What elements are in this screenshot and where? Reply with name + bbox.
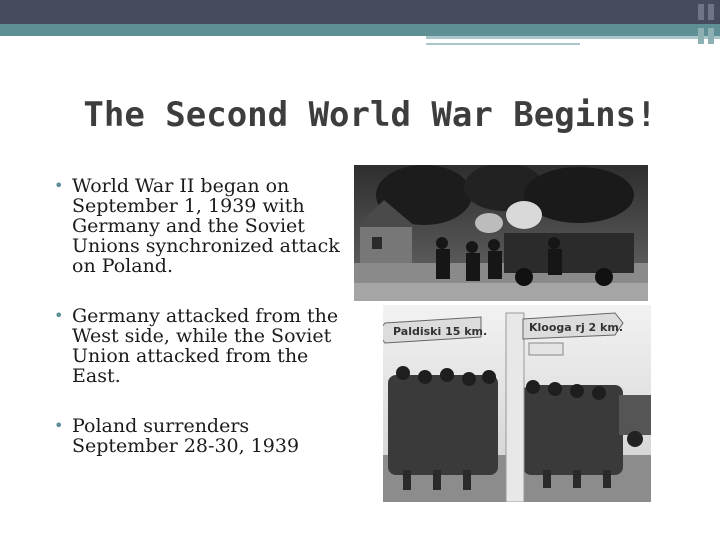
- bullet-item: [50, 176, 340, 276]
- sign-right-text: Klooga rj 2 km.: [529, 321, 623, 334]
- header-accent-line-short: [426, 43, 580, 45]
- bullet-text: World War II began on September 1, 1939 with Germany and the Soviet Unions synchronized attack on Poland.: [72, 175, 340, 277]
- battle-photo-icon: [354, 165, 648, 301]
- bullet-icon: •: [54, 306, 64, 325]
- header-accent-line: [426, 36, 720, 39]
- bullet-item: [50, 306, 340, 386]
- header-decoration: [694, 0, 720, 48]
- header-band-teal: [0, 24, 720, 36]
- bullet-list: [50, 176, 340, 486]
- bullet-item: [50, 416, 340, 456]
- sign-left-text: Paldiski 15 km.: [393, 325, 488, 338]
- slide-title: The Second World War Begins!: [83, 95, 657, 135]
- bullet-text: Germany attacked from the West side, while the Soviet Union attacked from the East.: [72, 305, 339, 387]
- bullet-text: Poland surrenders September 28-30, 1939: [72, 415, 300, 457]
- marching-soldiers-photo-icon: [383, 305, 651, 502]
- bullet-icon: •: [54, 176, 64, 195]
- header-band-dark: [0, 0, 720, 24]
- bullet-icon: •: [54, 416, 64, 435]
